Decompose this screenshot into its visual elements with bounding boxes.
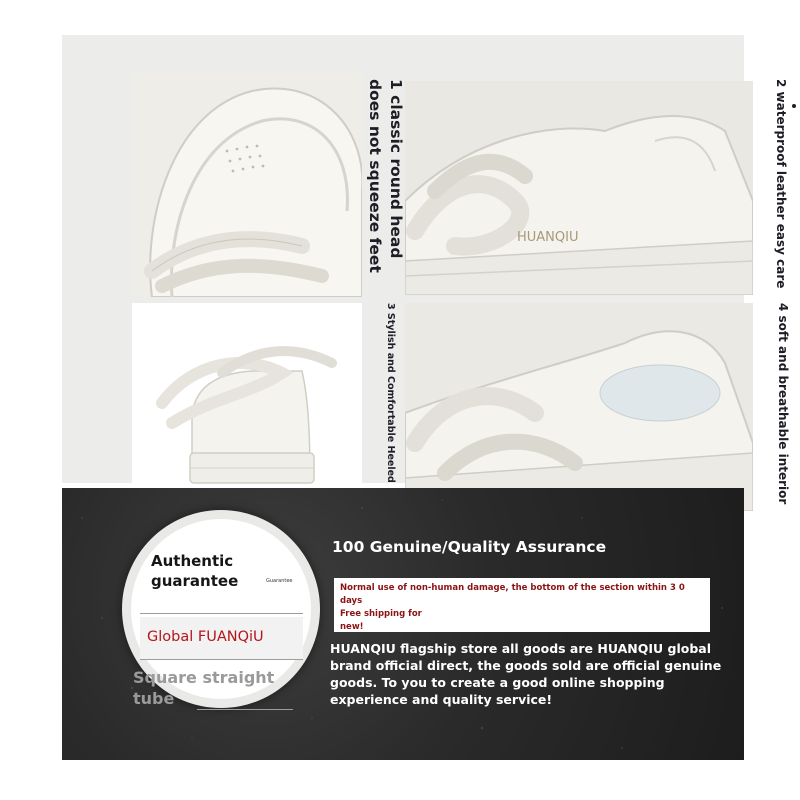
shoe-heel-illustration — [132, 303, 362, 511]
badge-global-text: Global FUANQiU — [147, 629, 264, 645]
feature-2-label: 2 waterproof leather easy care — [774, 79, 788, 289]
badge-small-print: Guarantee — [266, 578, 293, 584]
guarantee-panel — [62, 488, 744, 760]
feature-1-label — [360, 79, 406, 299]
shoe-interior-illustration — [405, 303, 753, 511]
quality-title: 100 Genuine/Quality Assurance — [332, 538, 607, 556]
badge-authentic-text: Authentic guarantee — [151, 552, 239, 590]
feature-4-label: 4 soft and breathable interior — [776, 303, 790, 505]
quality-description: HUANQIU flagship store all goods are HUANQIU global brand official direct, the goods sold are official genuine goods. To you to create a good online shopping experience and quality service! — [330, 641, 722, 707]
feature-panel — [62, 35, 790, 505]
badge-square-text: Square straight tube — [133, 668, 275, 708]
badge-divider-bottom — [197, 709, 293, 710]
feature-1-line1: 1 classic round head — [387, 79, 405, 259]
notice-line-2: Free shipping for new! — [340, 609, 422, 632]
authentic-badge — [122, 510, 320, 708]
shoe-toe-photo — [132, 71, 362, 297]
shoe-interior-photo — [405, 303, 753, 511]
feature-1-line2: does not squeeze feet — [366, 79, 384, 273]
badge-face — [131, 519, 311, 708]
shoe-heel-photo — [132, 303, 362, 511]
badge-divider-top — [140, 613, 303, 614]
notice-line-1: Normal use of non-human damage, the bottom of the section within 3 0 days — [340, 583, 685, 606]
brand-print: HUANQIU — [517, 230, 579, 245]
badge-global-strip — [140, 617, 303, 660]
shoe-side-photo — [405, 81, 753, 295]
shoe-side-illustration — [405, 81, 753, 295]
bullet-dot — [792, 104, 796, 108]
feature-3-label: 3 Stylish and Comfortable Heeled — [385, 303, 396, 483]
notice-box — [334, 578, 710, 632]
shoe-toe-illustration — [132, 71, 362, 297]
